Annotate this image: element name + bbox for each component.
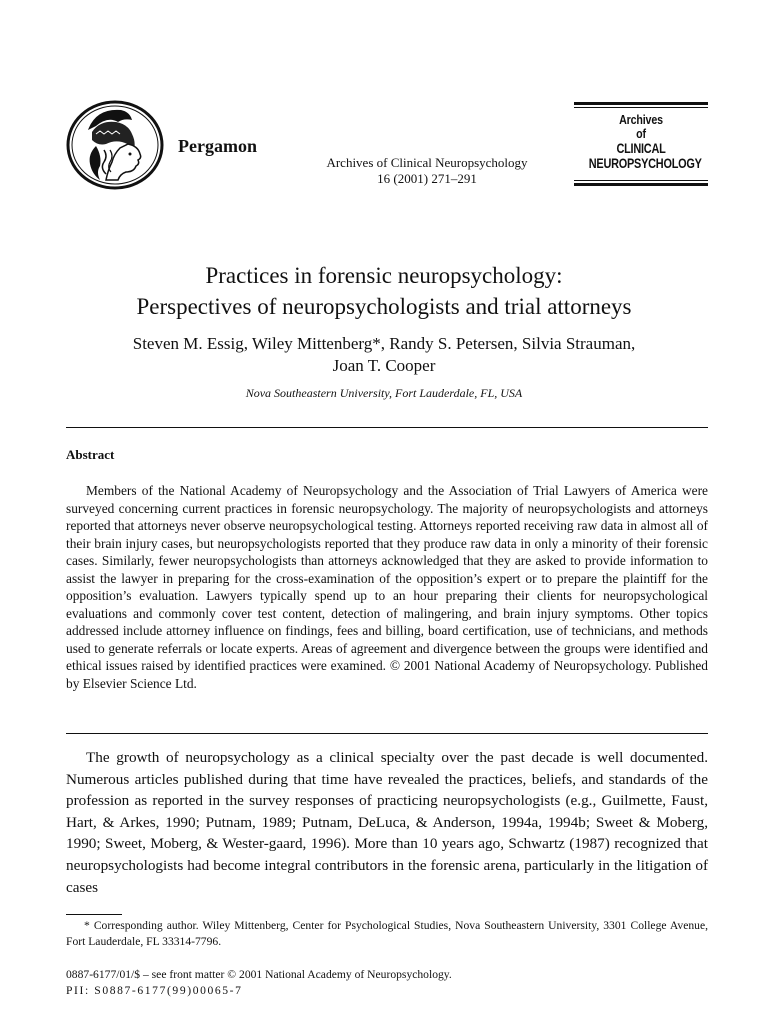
title-line-1: Practices in forensic neuropsychology: [205, 263, 563, 288]
front-matter [66, 967, 452, 999]
pii-line: PII: S0887-6177(99)00065-7 [66, 984, 243, 997]
abstract-heading: Abstract [66, 447, 115, 462]
athena-helmet-logo-icon [66, 100, 164, 190]
abstract-bottom-rule [66, 733, 708, 734]
affiliation: Nova Southeastern University, Fort Lauderdale, FL, USA [245, 386, 523, 400]
body-paragraph: The growth of neuropsychology as a clinical specialty over the past decade is well documented. Numerous articles published during that time have revealed the practices, beliefs, and standards of the profession as reported in the survey responses of practicing neuropsychologists (e.g., Guilmette, Faust, Hart, & Arkes, 1990; Putnam, 1989; Putnam, DeLuca, & Anderson, 1994a, 1994b; Sweet & Moberg, 1990; Sweet, Moberg, & Wester-gaard, 1996). More than 10 years ago, Schwartz (1987) recognized that neuropsychologists had become integral contributors in the forensic arena, particularly in the litigation of cases [66, 749, 708, 896]
article-title [60, 260, 708, 322]
journal-masthead [574, 102, 708, 186]
journal-name: Archives of Clinical Neuropsychology [326, 155, 528, 170]
masthead-line-4: NEUROPSYCHOLOGY [588, 155, 702, 171]
abstract-text: Members of the National Academy of Neuropsychology and the Association of Trial Lawyers of America were surveyed concerning current practices in forensic neuropsychology. The majority of neuropsychologists and attorneys reported that attorneys never observe neuropsychological testing. Attorneys reported receiving raw data in almost all of their brain injury cases, but neuropsychologists reported that they produce raw data in only a minority of their forensic cases. Similarly, fewer neuropsychologists than attorneys acknowledged that they are asked to provide information to assist the lawyer in preparing for the cross-examination of the opposition’s expert or to prepare the plaintiff for the opposition’s evaluation. Lawyers typically spend up to an hour preparing their clients for neuropsychological evaluations and commonly cover test content, detection of malingering, and brain injury symptoms. Other topics addressed include attorney influence on findings, fees and billing, board certification, use of technicians, and methods used to generate referrals or locate experts. Areas of agreement and divergence between the groups were identified and ethical issues raised by identified practices were examined. © 2001 National Academy of Neuropsychology. Published by Elsevier Science Ltd. [66, 483, 708, 691]
footnote-rule [66, 914, 122, 915]
publisher-name: Pergamon [178, 136, 257, 156]
authors-line-2: Joan T. Cooper [332, 356, 436, 375]
copyright-line: 0887-6177/01/$ – see front matter © 2001 National Academy of Neuropsychology. [66, 968, 452, 981]
corresponding-author-footnote: * Corresponding author. Wiley Mittenberg, Center for Psychological Studies, Nova Southeastern University, 3301 College Avenue, Fort Lauderdale, FL 33314-7796. [66, 919, 708, 948]
authors-line-1: Steven M. Essig, Wiley Mittenberg*, Randy S. Petersen, Silvia Strauman, [132, 334, 636, 353]
journal-citation [292, 155, 562, 187]
masthead-line-3: CLINICAL [616, 140, 666, 156]
masthead-line-2: of [636, 126, 646, 141]
masthead-line-1: Archives [619, 112, 663, 127]
journal-volume: 16 (2001) 271–291 [377, 171, 477, 186]
author-list [60, 333, 708, 377]
abstract-top-rule [66, 427, 708, 428]
title-line-2: Perspectives of neuropsychologists and trial attorneys [136, 294, 632, 319]
